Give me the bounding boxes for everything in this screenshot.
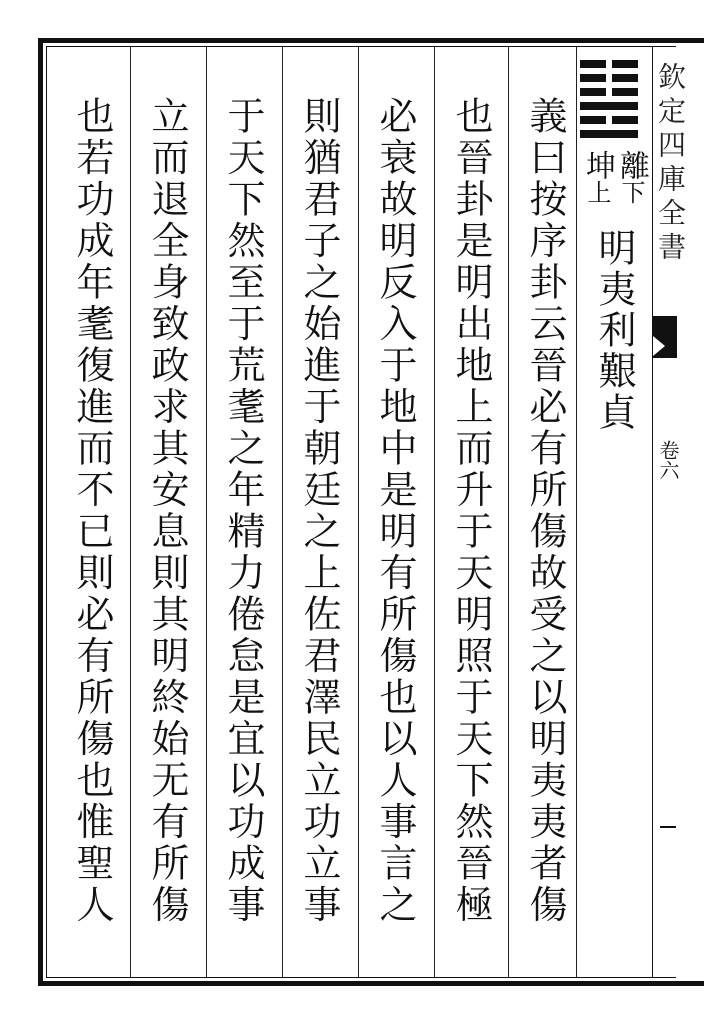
hexagram-line-broken-left	[580, 60, 606, 68]
upper-trigram-position: 下	[617, 180, 645, 204]
text-column: 于天下然至于荒耄之年精力倦怠是宜以功成事	[221, 96, 265, 926]
upper-trigram-name: 離	[614, 150, 649, 180]
hexagram-line-broken-right	[612, 74, 638, 82]
column-rule	[508, 47, 509, 977]
lower-trigram-position: 上	[583, 180, 611, 204]
text-column: 也若功成年耄復進而不已則必有所傷也惟聖人	[70, 96, 114, 926]
column-rule	[358, 47, 359, 977]
column-rule	[130, 47, 131, 977]
column-rule	[206, 47, 207, 977]
text-column: 則猶君子之始進于朝廷之上佐君澤民立功立事	[297, 96, 341, 926]
margin-tick	[660, 826, 676, 828]
volume-label: 卷六	[656, 440, 680, 480]
hexagram-line-broken-left	[580, 116, 606, 124]
fish-tail-notch	[653, 336, 665, 356]
book-title: 欽定四庫全書	[654, 62, 687, 266]
hexagram-judgment: 明夷利艱貞	[592, 228, 636, 433]
column-rule	[282, 47, 283, 977]
hexagram-line-broken-left	[580, 88, 606, 96]
hexagram-line-solid	[580, 130, 638, 138]
text-column: 立而退全身致政求其安息則其明終始无有所傷	[145, 96, 189, 926]
text-column: 必衰故明反入于地中是明有所傷也以人事言之	[373, 96, 417, 926]
hexagram-line-broken-right	[612, 88, 638, 96]
hexagram-line-broken-left	[580, 74, 606, 82]
text-column: 義曰按序卦云晉必有所傷故受之以明夷夷者傷	[523, 96, 567, 926]
text-column: 也晉卦是明出地上而升于天明照于天下然晉極	[449, 96, 493, 926]
hexagram-line-broken-right	[612, 60, 638, 68]
column-rule	[576, 47, 577, 977]
lower-trigram-name: 坤	[580, 150, 615, 180]
upper-trigram-label	[614, 150, 649, 204]
column-rule	[434, 47, 435, 977]
lower-trigram-label	[580, 150, 615, 204]
hexagram-line-solid	[580, 102, 638, 110]
hexagram-figure	[580, 60, 640, 140]
hexagram-line-broken-right	[612, 116, 638, 124]
